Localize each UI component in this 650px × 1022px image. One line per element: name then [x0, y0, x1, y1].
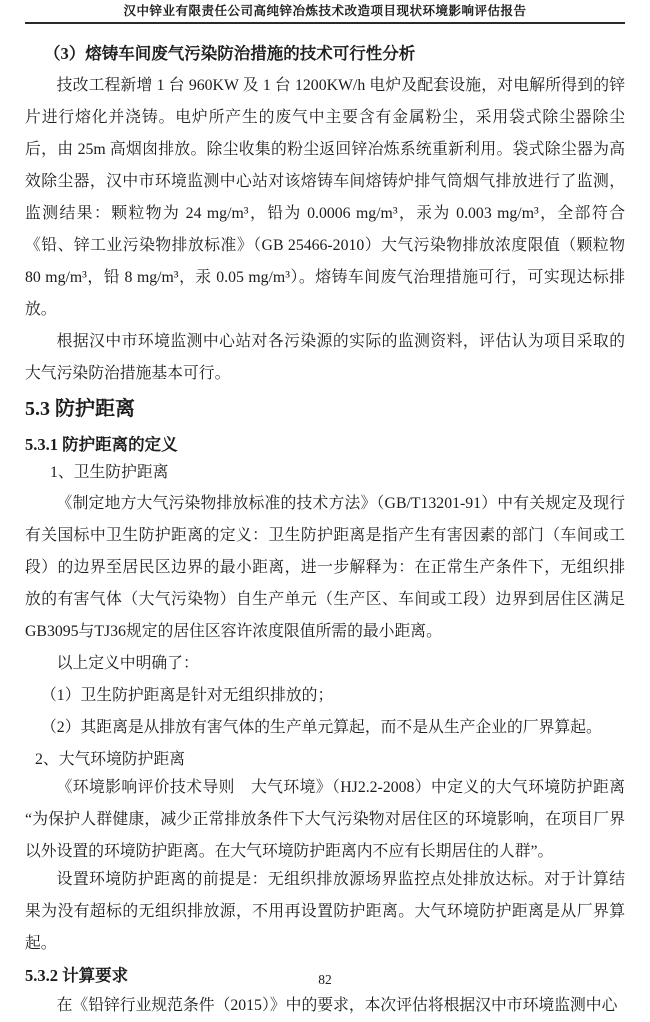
subitem-1-sanitary-protection-distance: 1、卫生防护距离	[50, 464, 169, 481]
subitem-2-atmospheric-protection-distance: 2、大气环境防护距离	[35, 751, 186, 768]
header-divider	[25, 22, 625, 24]
page-header	[0, 0, 650, 24]
document-body	[0, 38, 650, 1022]
heading-item-3-feasibility-analysis: （3）熔铸车间废气污染防治措施的技术可行性分析	[44, 44, 416, 63]
paragraph-atmospheric-distance-definition: 《环境影响评价技术导则 大气环境》（HJ2.2-2008）中定义的大气环境防护距离“为保护人群健康，减少正常排放条件下大气污染物对居住区的环境影响，在项目厂界以外设置的环境防护距离。在大气环境防护距离内不应有长期居住的人群”。	[25, 779, 625, 860]
list-item-2: （2）其距离是从排放有害气体的生产单元算起，而不是从生产企业的厂界算起。	[41, 719, 602, 736]
paragraph-calculation-requirements: 在《铅锌行业规范条件（2015）》中的要求，本次评估将根据汉中市环境监测中心	[56, 997, 618, 1014]
page-number: 82	[318, 972, 332, 987]
paragraph-assessment-conclusion: 根据汉中市环境监测中心站对各污染源的实际的监测资料，评估认为项目采取的大气污染防治措施基本可行。	[25, 333, 625, 382]
report-header-title: 汉中锌业有限责任公司高纯锌冶炼技术改造项目现状环境影响评估报告	[123, 4, 527, 18]
heading-section-5-3: 5.3 防护距离	[25, 398, 135, 420]
paragraph-protection-distance-premise: 设置环境防护距离的前提是：无组织排放源场界监控点处排放达标。对于计算结果为没有超标的无组织排放源，不用再设置防护距离。大气环境防护距离是从厂界算起。	[25, 871, 625, 952]
paragraph-definition-clarified: 以上定义中明确了：	[56, 655, 199, 672]
heading-section-5-3-2: 5.3.2 计算要求	[25, 966, 129, 985]
paragraph-sanitary-distance-definition: 《制定地方大气污染物排放标准的技术方法》（GB/T13201-91）中有关规定及现行有关国标中卫生防护距离的定义：卫生防护距离是指产生有害因素的部门（车间或工段）的边界至居民区边界的最小距离，进一步解释为：在正常生产条件下，无组织排放的有害气体（大气污染物）自生产单元（生产区、车间或工段）边界到居住区满足GB3095与TJ36规定的居住区容许浓度限值所需的最小距离。	[25, 495, 625, 640]
heading-section-5-3-1: 5.3.1 防护距离的定义	[25, 435, 178, 454]
paragraph-casting-workshop-measures: 技改工程新增 1 台 960KW 及 1 台 1200KW/h 电炉及配套设施，对电解所得到的锌片进行熔化并浇铸。电炉所产生的废气中主要含有金属粉尘，采用袋式除尘器除尘后，由 25m 高烟囱排放。除尘收集的粉尘返回锌冶炼系统重新利用。袋式除尘器为高效除尘器，汉中市环境监测中心站对该熔铸车间熔铸炉排气筒烟气排放进行了监测，监测结果：颗粒物为 24 mg/m³，铅为 0.0006 mg/m³，汞为 0.003 mg/m³，全部符合《铅、锌工业污染物排放标准》（GB 25466-2010）大气污染物排放浓度限值（颗粒物 80 mg/m³，铅 8 mg/m³，汞 0.05 mg/m³）。熔铸车间废气治理措施可行，可实现达标排放。	[25, 77, 625, 318]
list-item-1: （1）卫生防护距离是针对无组织排放的；	[41, 687, 334, 704]
